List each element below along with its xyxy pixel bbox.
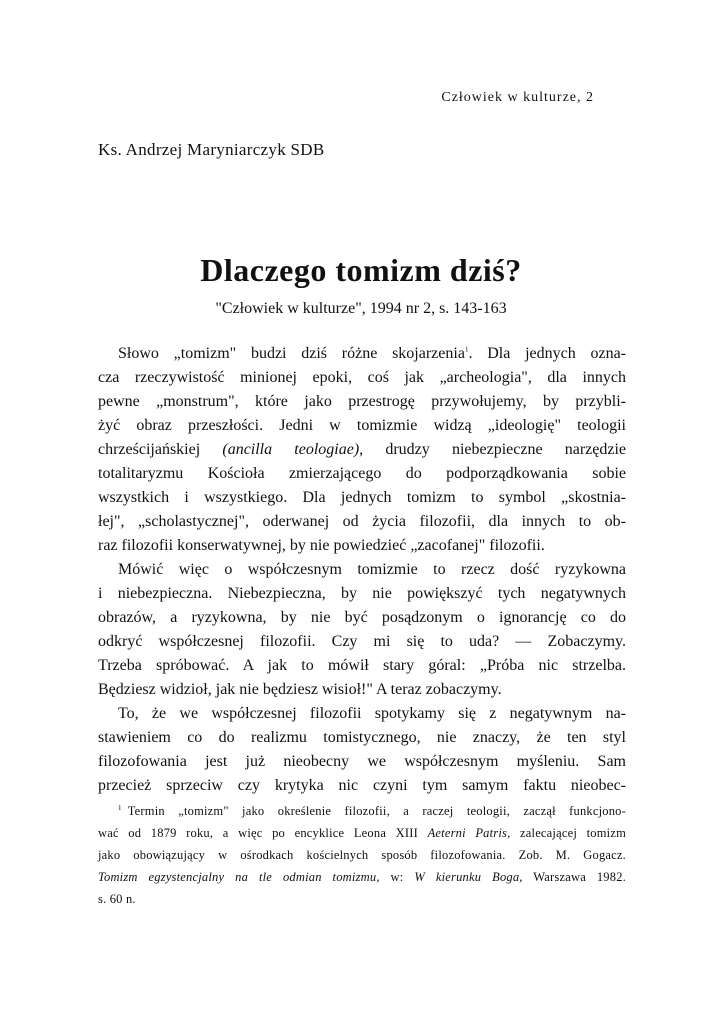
body-line: wszystkich i wszystkiego. Dla jednych tomizm to symbol „skostnia- — [98, 489, 626, 506]
body-line: przecież sprzeciw czy krytyka nic czyni tym samym faktu nieobec- — [98, 777, 626, 794]
footnote-line — [98, 866, 626, 888]
text-run: chrześcijańskiej — [98, 441, 223, 458]
footnote-line — [98, 800, 626, 822]
article-title: Dlaczego tomizm dziś? — [200, 252, 522, 288]
italic-title: W kierunku Boga, — [414, 870, 523, 884]
source-citation: "Człowiek w kulturze", 1994 nr 2, s. 143-163 — [215, 300, 507, 317]
text-run: Warszawa 1982. — [522, 870, 626, 884]
italic-term: (ancilla teologiae), — [222, 441, 364, 458]
body-line: raz filozofii konserwatywnej, by nie powiedzieć „zacofanej" filozofii. — [98, 537, 545, 554]
body-line: stawieniem co do realizmu tomistycznego, nie znaczy, że ten styl — [98, 729, 626, 746]
text-run: wać od 1879 roku, a więc po encyklice Leona XIII — [98, 826, 428, 840]
body-line: Będziesz widzioł, jak nie będziesz wisioł!" A teraz zobaczymy. — [98, 681, 502, 698]
text-run: . Dla jednych ozna- — [468, 345, 627, 362]
body-line: obrazów, a ryzykowna, by nie być posądzonym o ignorancję co do — [98, 609, 626, 626]
body-line: cza rzeczywistość minionej epoki, coś jak „archeologia", dla innych — [98, 369, 626, 386]
body-line — [98, 438, 626, 462]
body-line: odkryć współczesnej filozofii. Czy mi się to uda? — Zobaczymy. — [98, 633, 626, 650]
footnote-line — [98, 822, 626, 844]
body-line: Trzeba spróbować. A jak to mówił stary góral: „Próba nic strzelba. — [98, 657, 626, 674]
footnote-line: s. 60 n. — [98, 892, 136, 906]
author-name: Ks. Andrzej Maryniarczyk SDB — [98, 140, 325, 159]
body-line: łej", „scholastycznej", oderwanej od życia filozofii, dla innych to ob- — [98, 513, 626, 530]
footnote-section — [98, 800, 626, 910]
footnote-line: jako obowiązujący w ośrodkach kościelnych sposób filozofowania. Zob. M. Gogacz. — [98, 848, 626, 862]
text-run: w: — [379, 870, 415, 884]
text-run: zalecającej tomizm — [510, 826, 626, 840]
footnote-reference[interactable]: 1 — [464, 345, 469, 354]
body-line: żyć obraz przeszłości. Jedni w tomizmie widzą „ideologię" teologii — [98, 417, 626, 434]
body-line: totalitaryzmu Kościoła zmierzającego do podporządkowania sobie — [98, 465, 626, 482]
text-run: Słowo „tomizm" budzi dziś różne skojarzenia — [118, 345, 465, 362]
italic-term: Aeterni Patris, — [427, 826, 511, 840]
body-line: To, że we współczesnej filozofii spotykamy się z negatywnym na- — [118, 705, 626, 722]
body-line: i niebezpieczna. Niebezpieczna, by nie powiększyć tych negatywnych — [98, 585, 626, 602]
body-line: pewne „monstrum", które jako przestrogę przywołujemy, by przybli- — [98, 393, 626, 410]
body-line — [98, 342, 626, 366]
body-line: Mówić więc o współczesnym tomizmie to rzecz dość ryzykowna — [118, 561, 626, 578]
running-header: Człowiek w kulturze, 2 — [441, 90, 594, 105]
footnote-marker: 1 — [118, 803, 122, 812]
body-line: filozofowania jest już nieobecny we współczesnym myśleniu. Sam — [98, 753, 626, 770]
text-run: Termin „tomizm" jako określenie filozofii, a raczej teologii, zaczął funkcjono- — [127, 804, 626, 818]
italic-title: Tomizm egzystencjalny na tle odmian tomizmu, — [98, 870, 380, 884]
text-run: drudzy niebezpieczne narzędzie — [363, 441, 627, 458]
article-body — [98, 342, 626, 798]
